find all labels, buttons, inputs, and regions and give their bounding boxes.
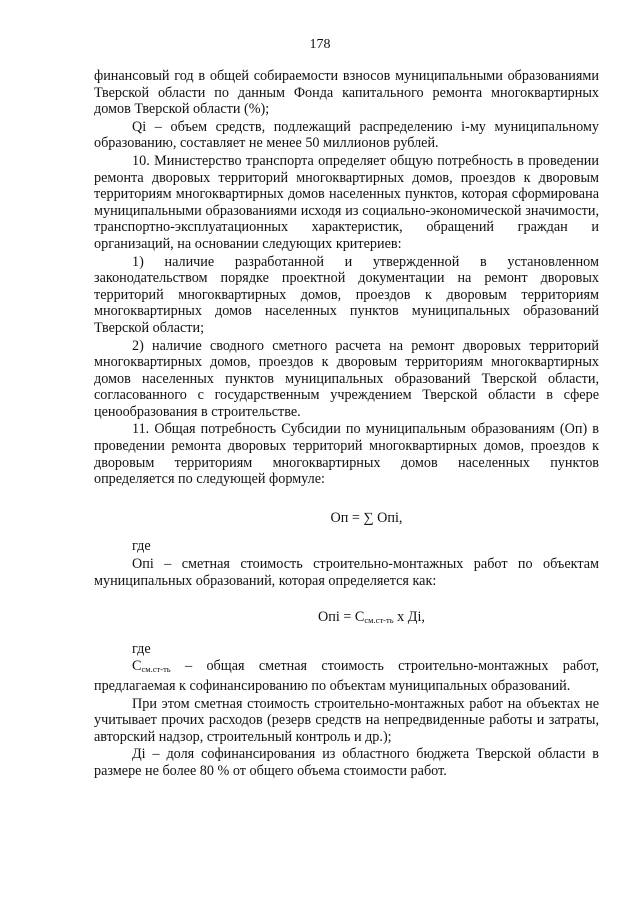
formula-opi xyxy=(94,609,599,629)
paragraph-criterion-2: 2) наличие сводного сметного расчета на ремонт дворовых территорий многоквартирных домов, проездов к дворовым территориям многоквартирных домов населенных пунктов муниципальных образований Тверской области, согласованного с государственным учреждением Тверской области в сфере ценообразования в строительстве. xyxy=(94,337,599,420)
paragraph-item-10: 10. Министерство транспорта определяет общую потребность в проведении ремонта дворовых территорий многоквартирных домов, проездов к дворовым территориям многоквартирных домов населенных пунктов, которая сформирована муниципальными образованиями исходя из социально-экономической значимости, транспортно-эксплуатационных характеристик, обращений граждан и организаций, на основании следующих критериев: xyxy=(94,152,599,252)
paragraph-collection-share: финансовый год в общей собираемости взносов муниципальными образованиями Тверской области по данным Фонда капитального ремонта многоквартирных домов Тверской области (%); xyxy=(94,68,599,118)
paragraph-criterion-1: 1) наличие разработанной и утвержденной в установленном законодательством порядке проектной документации на ремонт дворовых территорий многоквартирных домов, проездов к дворовым территориям многоквартирных домов населенных пунктов муниципальных образований Тверской области; xyxy=(94,253,599,336)
paragraph-di-definition: Дi – доля софинансирования из областного бюджета Тверской области в размере не более 80 % от общего объема стоимости работ. xyxy=(94,746,599,779)
formula-opi-right: х Дi, xyxy=(393,609,425,626)
paragraph-opi-definition: Опi – сметная стоимость строительно-монтажных работ по объектам муниципальных образований, которая определяется как: xyxy=(94,556,599,589)
paragraph-item-11: 11. Общая потребность Субсидии по муниципальным образованиям (Оп) в проведении ремонта дворовых территорий многоквартирных домов, проездов к дворовым территориям многоквартирных домов населенных пунктов определяется по следующей формуле: xyxy=(94,421,599,488)
formula-opi-subscript: см.ст-ть xyxy=(364,615,394,626)
formula-total-need: Оп = ∑ Опi, xyxy=(330,509,403,526)
csm-symbol: С xyxy=(132,658,142,675)
page-number: 178 xyxy=(309,37,331,52)
where-label-2: где xyxy=(132,640,151,657)
csm-text: – общая сметная стоимость строительно-монтажных работ, предлагаемая к софинансированию по объектам муниципальных образований. xyxy=(94,658,599,694)
paragraph-csm-definition xyxy=(94,658,599,694)
formula-opi-left: Опi = С xyxy=(318,609,365,626)
paragraph-qi-definition: Qi – объем средств, подлежащий распределению i-му муниципальному образованию, составляет не менее 50 миллионов рублей. xyxy=(94,118,599,152)
csm-subscript: см.ст-ть xyxy=(141,664,171,675)
document-body xyxy=(94,68,599,780)
paragraph-other-costs: При этом сметная стоимость строительно-монтажных работ на объектах не учитывает прочих расходов (резерв средств на непредвиденные работы и затраты, авторский надзор, строительный контроль и др.); xyxy=(94,695,599,745)
where-label-1: где xyxy=(132,538,151,555)
